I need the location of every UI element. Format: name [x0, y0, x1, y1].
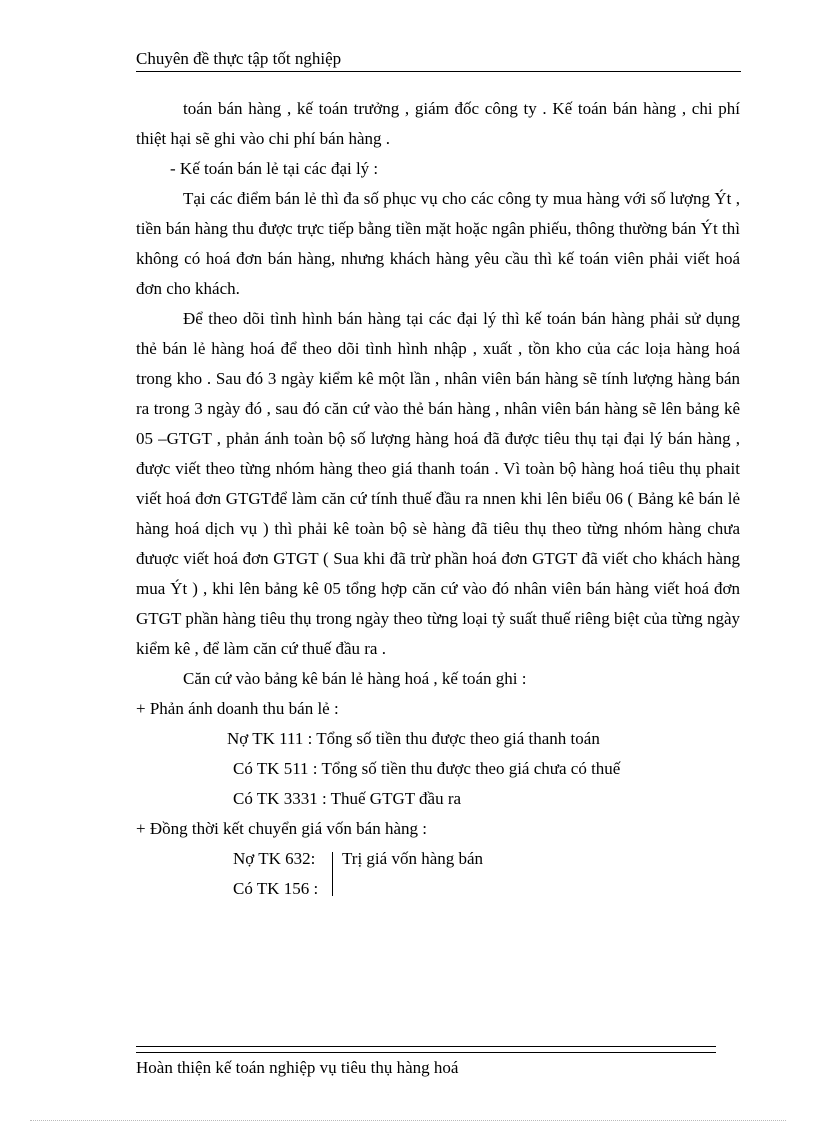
cogs-accounts [233, 844, 318, 904]
paragraph-4: Để theo dõi tình hình bán hàng tại các đại lý thì kế toán bán hàng phải sử dụng thẻ bán lẻ hàng hoá để theo dõi tình hình nhập , xuất , tồn kho của các loịa hàng hoá trong kho . Sau đó 3 ngày kiểm kê một lần , nhân viên bán hàng sẽ tính lượng hàng bán ra trong 3 ngày đó , sau đó căn cứ vào thẻ bán hàng , nhân viên bán hàng sẽ lên bảng kê 05 –GTGT , phản ánh toàn bộ số lượng hàng hoá đã được tiêu thụ tại đại lý bán hàng , được viết theo từng nhóm hàng theo giá thanh toán . Vì toàn bộ hàng hoá tiêu thụ phait viết hoá đơn GTGTđể làm căn cứ tính thuế đầu ra nnen khi lên biểu 06 ( Bảng kê bán lẻ hàng hoá dịch vụ ) thì phải kê toàn bộ sè hàng đã tiêu thụ theo từng nhóm hàng chưa đưuợc viết hoá đơn GTGT ( Sua khi đã trừ phần hoá đơn GTGT đã viết cho khách hàng mua Ýt ) , khi lên bảng kê 05 tổng hợp căn cứ vào đó nhân viên bán hàng viết hoá đơn GTGT phần hàng tiêu thụ trong ngày theo từng loại tỷ suất thuế riêng biệt của từng ngày kiểm kê , để làm căn cứ thuế đầu ra . [136, 309, 740, 658]
page-footer [136, 1057, 458, 1079]
entry-credit-156: Có TK 156 : [233, 879, 319, 898]
entry-heading-cogs: + Đồng thời kết chuyển giá vốn bán hàng : [136, 819, 427, 838]
footer-title: Hoàn thiện kế toán nghiệp vụ tiêu thụ hàng hoá [136, 1058, 459, 1077]
entry-debit-632: Nợ TK 632: [233, 849, 316, 868]
paragraph-1: toán bán hàng , kế toán trưởng , giám đốc công ty . Kế toán bán hàng , chi phí thiệt hại sẽ ghi vào chi phí bán hàng . [136, 99, 740, 148]
entry-credit-3331: Có TK 3331 : Thuế GTGT đầu ra [233, 789, 462, 808]
entry-heading-revenue: + Phản ánh doanh thu bán lẻ : [136, 699, 339, 718]
entry-debit-111: Nợ TK 111 : Tổng số tiền thu được theo giá thanh toán [227, 729, 600, 748]
footer-divider [136, 1046, 716, 1053]
cogs-description: Trị giá vốn hàng bán [342, 849, 484, 868]
bracket-divider [332, 852, 333, 896]
subheading-retail: - Kế toán bán lẻ tại các đại lý : [170, 159, 379, 178]
header-title: Chuyên đề thực tập tốt nghiệp [136, 49, 342, 68]
page-edge-divider [30, 1120, 786, 1121]
cogs-entry [136, 844, 740, 904]
paragraph-3: Tại các điểm bán lẻ thì đa số phục vụ cho các công ty mua hàng với số lượng Ýt , tiền bán hàng thu được trực tiếp bằng tiền mặt hoặc ngân phiếu, thông thường bán Ýt thì không có hoá đơn bán hàng, nhưng khách hàng yêu cầu thì kế toán viên phải viết hoá đơn cho khách. [136, 189, 740, 298]
paragraph-5: Căn cứ vào bảng kê bán lẻ hàng hoá , kế toán ghi : [183, 669, 527, 688]
entry-credit-511: Có TK 511 : Tổng số tiền thu được theo giá chưa có thuế [233, 759, 621, 778]
page-header [136, 48, 741, 72]
document-body [136, 94, 740, 904]
